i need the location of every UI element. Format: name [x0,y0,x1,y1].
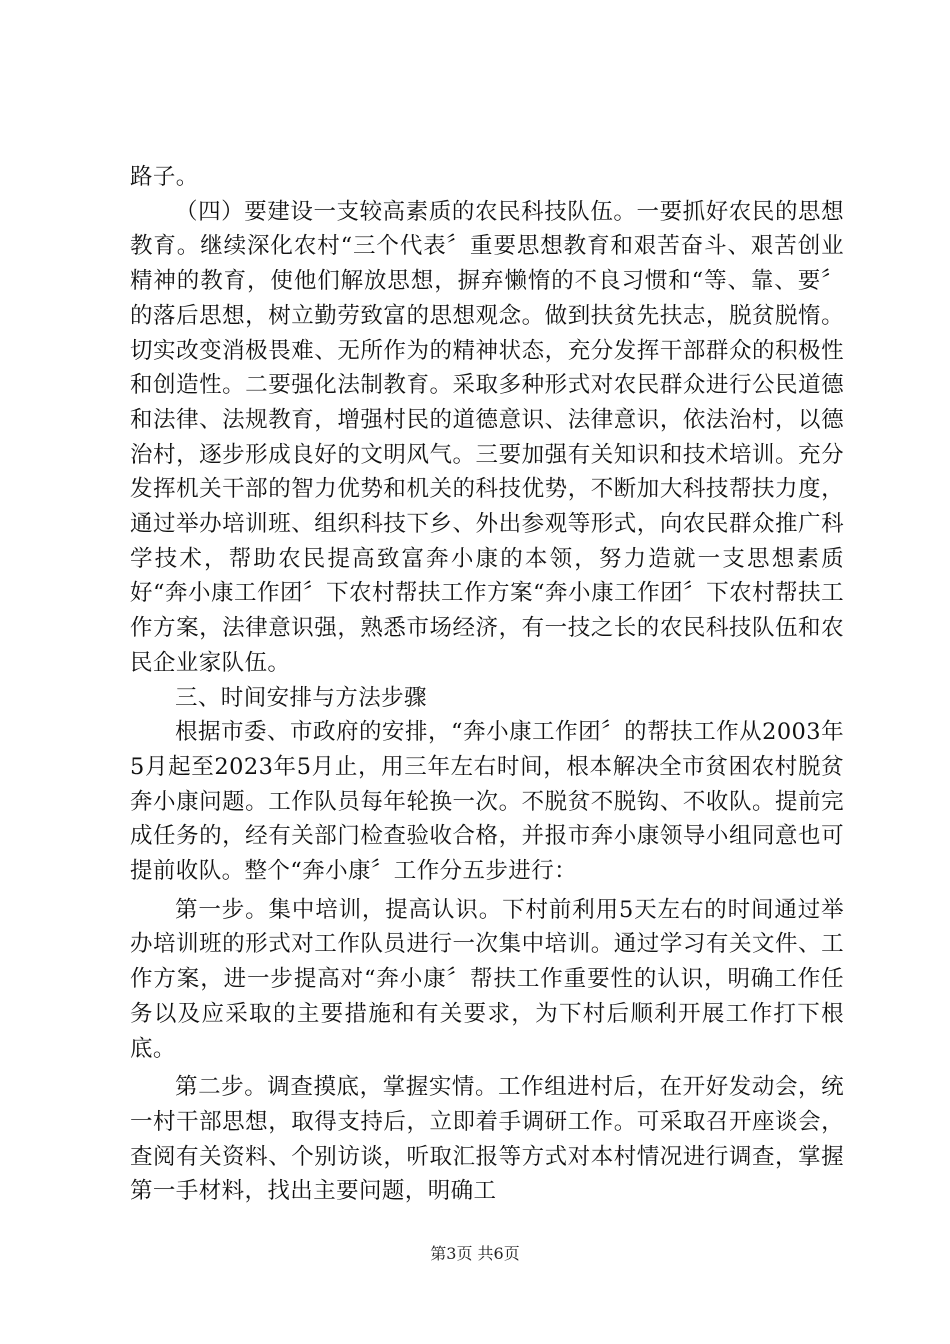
document-body [130,160,844,1209]
paragraph-section-four: （四）要建设一支较高素质的农民科技队伍。一要抓好农民的思想教育。继续深化农村“三个代表〞重要思想教育和艰苦奋斗、艰苦创业精神的教育，使他们解放思想，摒弃懒惰的不良习惯和“等、靠、要〞的落后思想，树立勤劳致富的思想观念。做到扶贫先扶志，脱贫脱惰。切实改变消极畏难、无所作为的精神状态，充分发挥干部群众的积极性和创造性。二要强化法制教育。采取多种形式对农民群众进行公民道德和法律、法规教育，增强村民的道德意识、法律意识，依法治村，以德治村，逐步形成良好的文明风气。三要加强有关知识和技术培训。充分发挥机关干部的智力优势和机关的科技优势，不断加大科技帮扶力度，通过举办培训班、组织科技下乡、外出参观等形式，向农民群众推广科学技术，帮助农民提高致富奔小康的本领，努力造就一支思想素质好“奔小康工作团〞下农村帮扶工作方案“奔小康工作团〞下农村帮扶工作方案，法律意识强，熟悉市场经济，有一技之长的农民科技队伍和农民企业家队伍。 [130,198,844,676]
section-heading-schedule: 三、时间安排与方法步骤 [175,684,427,711]
paragraph-step-two: 第二步。调查摸底，掌握实情。工作组进村后，在开好发动会，统一村干部思想，取得支持后，立即着手调研工作。可采取召开座谈会，查阅有关资料、个别访谈，听取汇报等方式对本村情况进行调查，掌握第一手材料，找出主要问题，明确工 [130,1074,844,1205]
paragraph-continuation: 路子。 [130,164,199,190]
paragraph-step-one: 第一步。集中培训，提高认识。下村前利用5天左右的时间通过举办培训班的形式对工作队员进行一次集中培训。通过学习有关文件、工作方案，进一步提高对“奔小康〞帮扶工作重要性的认识，明确工作任务以及应采取的主要措施和有关要求，为下村后顺利开展工作打下根底。 [130,896,844,1062]
paragraph-schedule-intro: 根据市委、市政府的安排，“奔小康工作团〞的帮扶工作从2003年5月起至2023年5月止，用三年左右时间，根本解决全市贫困农村脱贫奔小康问题。工作队员每年轮换一次。不脱贫不脱钩、不收队。提前完成任务的，经有关部门检查验收合格，并报市奔小康领导小组同意也可提前收队。整个“奔小康〞工作分五步进行： [130,719,844,885]
page-number-footer: 第3页 共6页 [430,1244,520,1263]
